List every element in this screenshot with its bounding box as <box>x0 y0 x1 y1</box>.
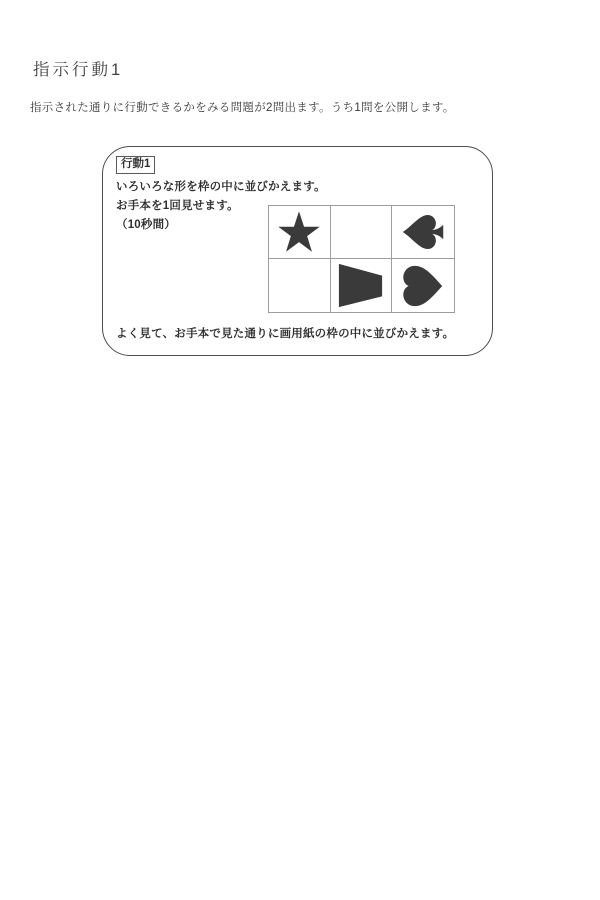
spade-left-icon <box>399 209 447 255</box>
instruction-card <box>102 146 493 356</box>
instruction-line-3: （10秒間） <box>116 219 176 231</box>
instruction-line-1: いろいろな形を枠の中に並びかえます。 <box>116 181 326 193</box>
grid-cell-spade-pointing-left <box>392 206 454 259</box>
grid-cell-star <box>269 206 331 259</box>
trapezoid-right-icon <box>338 263 383 308</box>
card-footer-note: よく見て、お手本で見た通りに画用紙の枠の中に並びかえます。 <box>116 328 455 340</box>
page-subtitle: 指示された通りに行動できるかをみる問題が2問出ます。うち1問を公開します。 <box>30 102 455 114</box>
star-icon <box>277 210 321 254</box>
card-label: 行動1 <box>116 156 155 174</box>
grid-cell-empty <box>331 206 393 259</box>
instruction-line-2: お手本を1回見せます。 <box>116 200 239 212</box>
grid-cell-heart-pointing-right <box>392 259 454 312</box>
page-title: 指示行動1 <box>33 61 124 79</box>
heart-right-icon <box>399 262 447 310</box>
grid-cell-empty <box>269 259 331 312</box>
grid-cell-trapezoid-pointing-right <box>331 259 393 312</box>
shape-example-grid <box>268 205 455 313</box>
